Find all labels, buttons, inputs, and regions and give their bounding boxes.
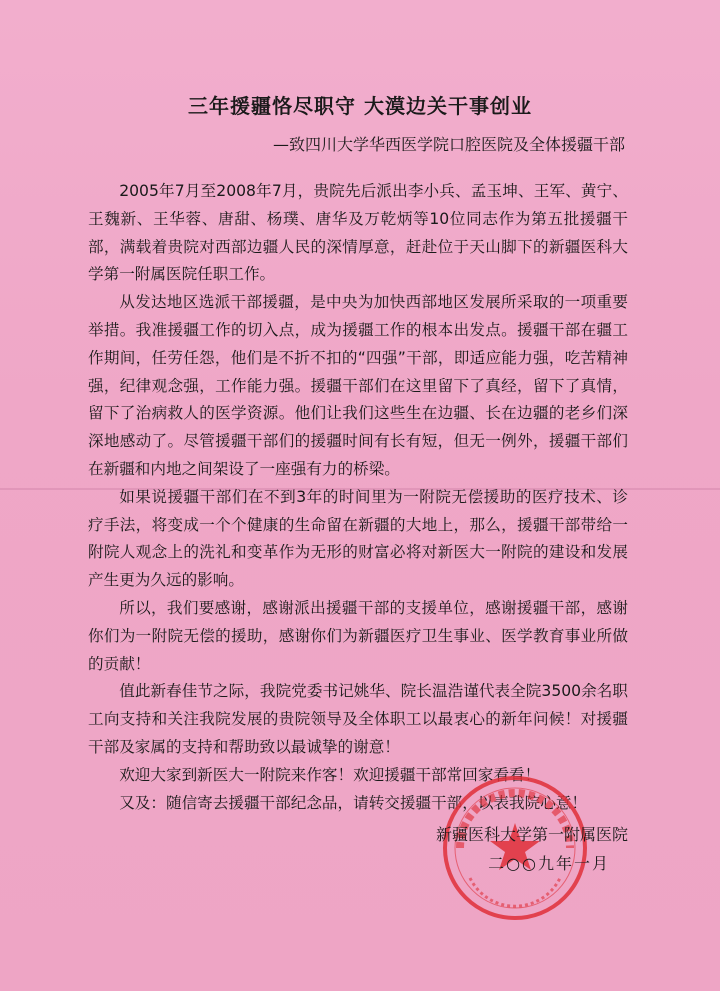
signature-date: 二○○九年一月: [488, 854, 610, 873]
letter-title: 三年援疆恪尽职守 大漠边关干事创业: [188, 94, 532, 118]
signature-organization: 新疆医科大学第一附属医院: [435, 825, 628, 844]
letter-subtitle: —致四川大学华西医学院口腔医院及全体援疆干部: [272, 135, 625, 154]
paragraph-3: 如果说援疆干部们在不到3年的时间里为一附院无偿援助的医疗技术、诊疗手法，将变成一个个健康的生命留在新疆的大地上，那么，援疆干部带给一附院人观念上的洗礼和变革作为无形的财富必将对新医大一附院的建设和发展产生更为久远的影响。: [88, 487, 628, 590]
paragraph-1: 2005年7月至2008年7月，贵院先后派出李小兵、孟玉坤、王军、黄宁、王魏新、王华蓉、唐甜、杨璞、唐华及万乾炳等10位同志作为第五批援疆干部，满载着贵院对西部边疆人民的深情厚意，赶赴位于天山脚下的新疆医科大学第一附属医院任职工作。: [88, 182, 628, 284]
paragraph-6: 欢迎大家到新医大一附院来作客！欢迎援疆干部常回家看看！: [119, 765, 541, 784]
paragraph-5: 值此新春佳节之际，我院党委书记姚华、院长温浩谨代表全院3500余名职工向支持和关注我院发展的贵院领导及全体职工以最衷心的新年问候！对援疆干部及家属的支持和帮助致以最诚挚的谢意！: [88, 682, 628, 756]
paragraph-2: 从发达地区选派干部援疆，是中央为加快西部地区发展所采取的一项重要举措。我准援疆工作的切入点，成为援疆工作的根本出发点。援疆干部在疆工作期间，任劳任怨，他们是不折不扣的“四强”干部，即适应能力强，吃苦精神强，纪律观念强，工作能力强。援疆干部们在这里留下了真经，留下了真情，留下了治病救人的医学资源。他们让我们这些生在边疆、长在边疆的老乡们深深地感动了。尽管援疆干部们的援疆时间有长有短，但无一例外，援疆干部们在新疆和内地之间架设了一座强有力的桥梁。: [88, 293, 628, 478]
paragraph-7: 又及：随信寄去援疆干部纪念品，请转交援疆干部，以表我院心意！: [119, 793, 588, 812]
paragraph-4: 所以，我们要感谢，感谢派出援疆干部的支援单位，感谢援疆干部，感谢你们为一附院无偿的援助，感谢你们为新疆医疗卫生事业、医学教育事业所做的贡献！: [88, 598, 628, 673]
official-seal-stamp: [440, 773, 590, 923]
letter-body: [88, 178, 628, 817]
